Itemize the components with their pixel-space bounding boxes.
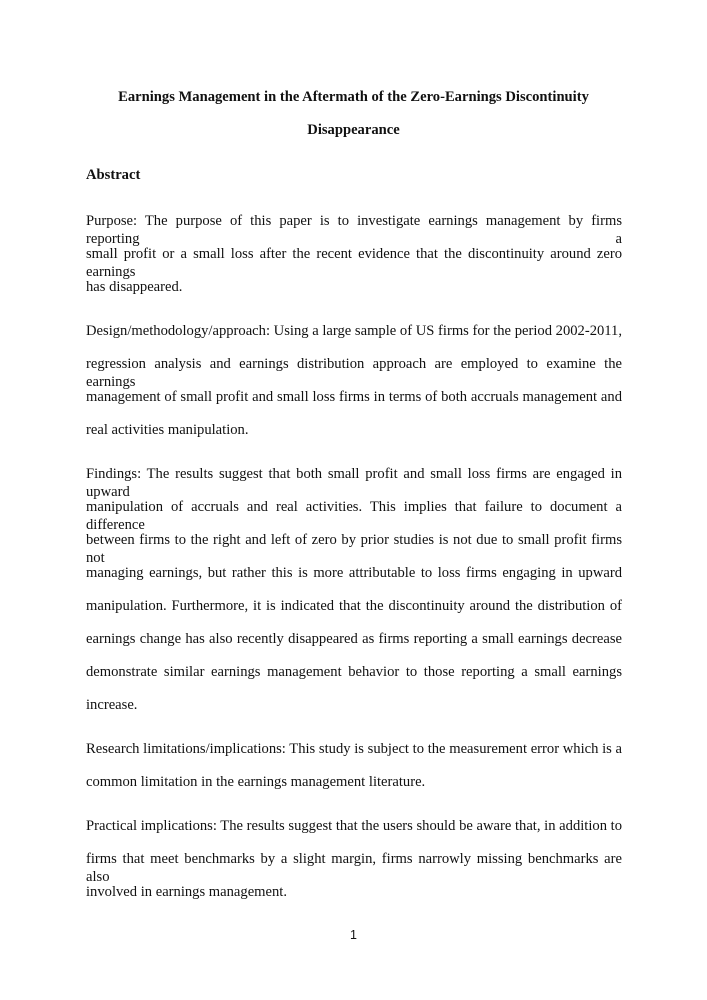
- text-line: Practical implications: The results suggest that the users should be aware that, in addition to: [86, 818, 622, 834]
- text-line: small profit or a small loss after the recent evidence that the discontinuity around zero earnings: [86, 246, 622, 280]
- text-line: management of small profit and small loss firms in terms of both accruals management and: [86, 389, 622, 405]
- text-line: involved in earnings management.: [86, 884, 288, 900]
- text-line: Design/methodology/approach: Using a large sample of US firms for the period 2002-2011,: [86, 323, 622, 339]
- text-line: earnings change has also recently disappeared as firms reporting a small earnings decrease: [86, 631, 622, 647]
- text-line: Findings: The results suggest that both small profit and small loss firms are engaged in upward: [86, 466, 622, 500]
- page-number: 1: [350, 928, 357, 942]
- text-line: Research limitations/implications: This study is subject to the measurement error which is a: [86, 741, 622, 757]
- text-line: increase.: [86, 697, 138, 713]
- paper-title-line-2: Disappearance: [307, 122, 400, 138]
- text-line: real activities manipulation.: [86, 422, 249, 438]
- text-line: common limitation in the earnings management literature.: [86, 774, 426, 790]
- text-line: firms that meet benchmarks by a slight margin, firms narrowly missing benchmarks are also: [86, 851, 622, 885]
- abstract-heading: Abstract: [86, 167, 141, 183]
- text-line: managing earnings, but rather this is more attributable to loss firms engaging in upward: [86, 565, 622, 581]
- paper-title-line-1: Earnings Management in the Aftermath of the Zero-Earnings Discontinuity: [118, 89, 589, 105]
- text-line: between firms to the right and left of zero by prior studies is not due to small profit firms not: [86, 532, 622, 566]
- text-line: Purpose: The purpose of this paper is to investigate earnings management by firms reporting a: [86, 213, 622, 247]
- text-line: demonstrate similar earnings management behavior to those reporting a small earnings: [86, 664, 622, 680]
- text-line: manipulation of accruals and real activities. This implies that failure to document a difference: [86, 499, 622, 533]
- text-line: has disappeared.: [86, 279, 183, 295]
- text-line: manipulation. Furthermore, it is indicated that the discontinuity around the distribution of: [86, 598, 622, 614]
- text-line: regression analysis and earnings distribution approach are employed to examine the earnings: [86, 356, 622, 390]
